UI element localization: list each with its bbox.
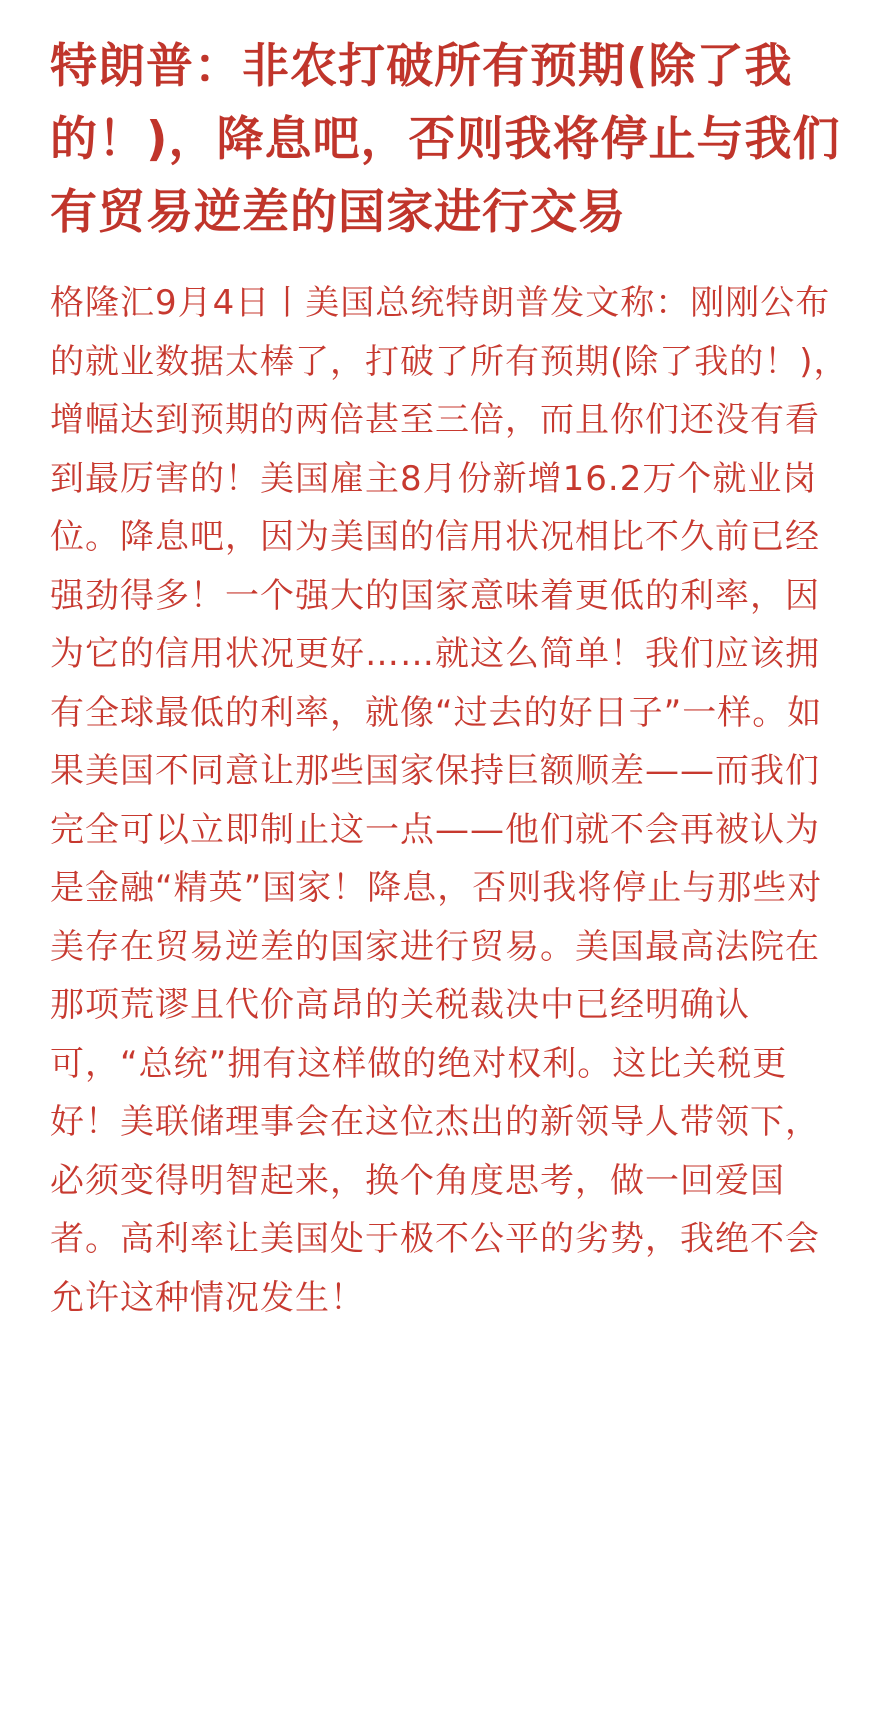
article-body: 格隆汇9月4日丨美国总统特朗普发文称：刚刚公布的就业数据太棒了，打破了所有预期(除了我的！)，增幅达到预期的两倍甚至三倍，而且你们还没有看到最厉害的！美国雇主8月份新增16.2万个就业岗位。降息吧，因为美国的信用状况相比不久前已经强劲得多！一个强大的国家意味着更低的利率，因为它的信用状况更好……就这么简单！我们应该拥有全球最低的利率，就像“过去的好日子”一样。如果美国不同意让那些国家保持巨额顺差——而我们完全可以立即制止这一点——他们就不会再被认为是金融“精英”国家！降息，否则我将停止与那些对美存在贸易逆差的国家进行贸易。美国最高法院在那项荒谬且代价高昂的关税裁决中已经明确认可，“总统”拥有这样做的绝对权利。这比关税更好！美联储理事会在这位杰出的新领导人带领下，必须变得明智起来，换个角度思考，做一回爱国者。高利率让美国处于极不公平的劣势，我绝不会允许这种情况发生！ — [50, 283, 849, 1318]
article-title: 特朗普：非农打破所有预期(除了我的！)，降息吧，否则我将停止与我们有贸易逆差的国家进行交易 — [50, 39, 841, 240]
